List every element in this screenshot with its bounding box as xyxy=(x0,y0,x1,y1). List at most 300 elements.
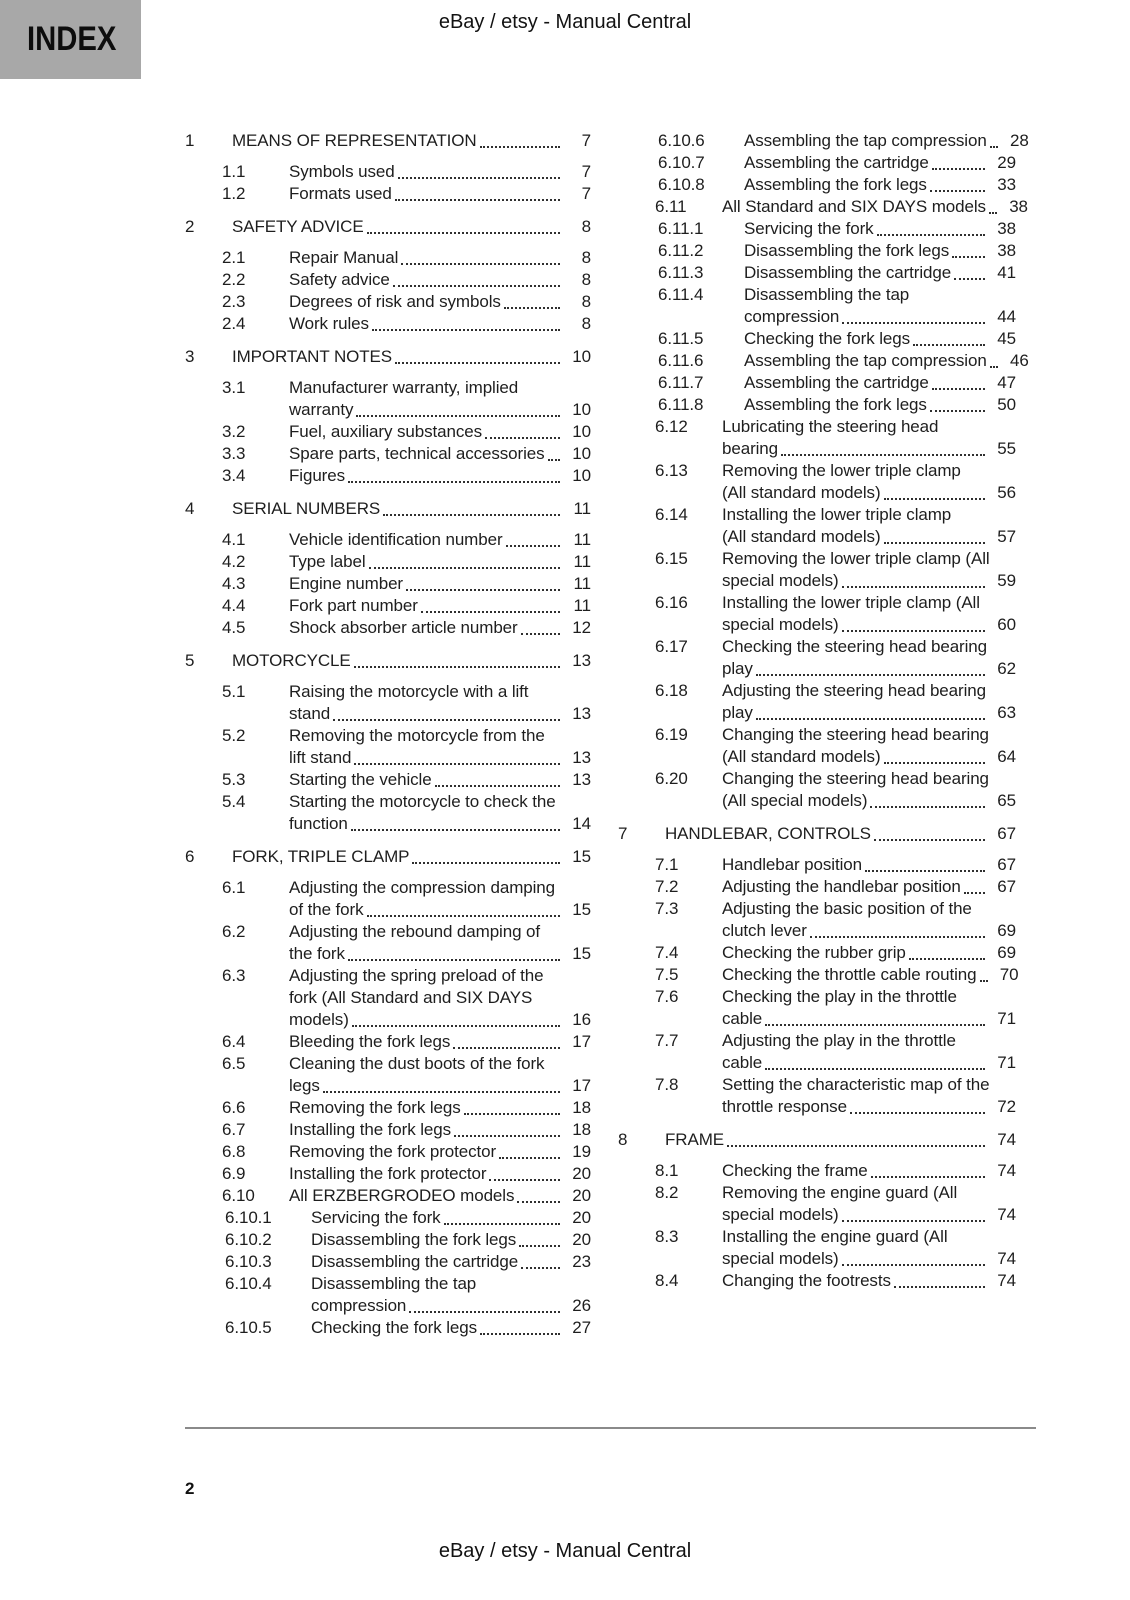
toc-entry-body xyxy=(665,823,1016,845)
toc-entry-line xyxy=(311,1251,591,1273)
toc-entry-title-text: Cleaning the dust boots of the fork xyxy=(289,1054,545,1073)
toc-entry-line xyxy=(722,702,1016,724)
toc-entry-body xyxy=(232,846,591,868)
toc-entry-title-text: Removing the fork legs xyxy=(289,1098,461,1117)
toc-entry-number: 6.11 xyxy=(655,197,687,216)
toc-entry-title-text: Adjusting the handlebar position xyxy=(722,877,961,896)
toc-entry xyxy=(185,1119,591,1141)
toc-entry-line xyxy=(722,1074,1016,1096)
toc-entry-body xyxy=(744,218,1016,240)
dot-leader xyxy=(990,130,998,148)
toc-entry-page-number: 16 xyxy=(572,1010,591,1029)
toc-entry-body xyxy=(744,350,1029,372)
toc-entry-title-text: Work rules xyxy=(289,314,369,333)
dot-leader xyxy=(383,498,560,516)
toc-entry-body xyxy=(722,964,1019,986)
dot-leader xyxy=(398,161,560,179)
toc-entry-page-number: 38 xyxy=(1009,197,1028,216)
toc-entry-number: 6.10 xyxy=(222,1186,255,1205)
toc-entry-body xyxy=(722,1226,1016,1270)
toc-entry-page-number: 12 xyxy=(572,618,591,637)
toc-entry-line xyxy=(722,1270,1016,1292)
toc-entry-number: 7.3 xyxy=(655,899,679,918)
dot-leader xyxy=(884,746,985,764)
toc-entry-number: 8.1 xyxy=(655,1161,679,1180)
dot-leader xyxy=(356,399,560,417)
toc-entry-page-number: 71 xyxy=(997,1009,1016,1028)
toc-entry xyxy=(618,1270,1016,1292)
toc-entry-number: 6.18 xyxy=(655,681,688,700)
toc-entry-body xyxy=(289,161,591,183)
dot-leader xyxy=(913,328,985,346)
toc-entry-line xyxy=(311,1317,591,1339)
toc-entry-title-text: Setting the characteristic map of the xyxy=(722,1075,990,1094)
toc-entry-title-text: Disassembling the cartridge xyxy=(744,263,952,282)
toc-entry xyxy=(185,965,591,1031)
toc-entry-title-text: special models) xyxy=(722,615,839,634)
toc-entry-body xyxy=(722,636,1016,680)
toc-entry-line xyxy=(289,725,591,747)
dot-leader xyxy=(930,394,985,412)
toc-entry-number: 6.11.3 xyxy=(658,263,704,282)
toc-entry-number: 6.10.6 xyxy=(658,131,705,150)
toc-entry-title-text: Figures xyxy=(289,466,345,485)
dot-leader xyxy=(980,964,988,982)
toc-entry-body xyxy=(289,595,591,617)
toc-entry-title-text: Lubricating the steering head xyxy=(722,417,939,436)
toc-entry xyxy=(185,769,591,791)
toc-entry-body xyxy=(722,548,1016,592)
toc-entry-title-text: All Standard and SIX DAYS models xyxy=(722,197,986,216)
toc-entry-line xyxy=(289,1185,591,1207)
toc-entry-title-text: SERIAL NUMBERS xyxy=(232,499,381,518)
toc-entry-line xyxy=(722,416,1016,438)
toc-entry-page-number: 8 xyxy=(581,248,591,267)
toc-entry-title-text: Assembling the tap compression xyxy=(744,131,987,150)
toc-entry-title-text: Disassembling the fork legs xyxy=(744,241,950,260)
toc-entry-line xyxy=(722,1052,1016,1074)
toc-entry-title-text: compression xyxy=(311,1296,407,1315)
toc-entry-title-text: throttle response xyxy=(722,1097,847,1116)
toc-entry-line xyxy=(722,196,1028,218)
toc-entry-title-text: warranty xyxy=(289,400,354,419)
toc-entry-line xyxy=(289,551,591,573)
toc-entry-line xyxy=(289,899,591,921)
toc-entry-number: 6.10.1 xyxy=(225,1208,272,1227)
toc-entry-line xyxy=(289,595,591,617)
toc-entry-line xyxy=(289,1031,591,1053)
toc-entry-number: 6.10.5 xyxy=(225,1318,272,1337)
toc-entry-page-number: 50 xyxy=(997,395,1016,414)
toc-entry-number: 6.11.2 xyxy=(658,241,704,260)
toc-entry-line xyxy=(289,965,591,987)
dot-leader xyxy=(369,551,561,569)
toc-entry-number: 8 xyxy=(618,1130,628,1149)
toc-entry xyxy=(618,768,1016,812)
toc-entry-body xyxy=(289,791,591,835)
toc-entry xyxy=(185,1141,591,1163)
toc-entry-title-text: SAFETY ADVICE xyxy=(232,217,364,236)
toc-entry xyxy=(185,791,591,835)
dot-leader xyxy=(506,529,560,547)
toc-entry-title-text: Disassembling the cartridge xyxy=(311,1252,519,1271)
toc-entry xyxy=(618,284,1016,328)
toc-entry-number: 6.11.1 xyxy=(658,219,704,238)
toc-entry-body xyxy=(289,377,591,421)
toc-entry-body xyxy=(722,1160,1016,1182)
toc-entry-title-text: Assembling the cartridge xyxy=(744,373,929,392)
toc-entry-line xyxy=(744,152,1016,174)
toc-entry xyxy=(185,1097,591,1119)
toc-entry-title-text: Changing the steering head bearing xyxy=(722,769,989,788)
toc-entry-body xyxy=(289,1141,591,1163)
toc-entry-title-text: Disassembling the fork legs xyxy=(311,1230,517,1249)
toc-entry-title-text: All ERZBERGRODEO models xyxy=(289,1186,515,1205)
toc-entry-page-number: 57 xyxy=(997,527,1016,546)
toc-entry-page-number: 71 xyxy=(997,1053,1016,1072)
toc-entry-page-number: 11 xyxy=(573,552,591,571)
toc-entry-body xyxy=(311,1251,591,1273)
dot-leader xyxy=(930,174,985,192)
toc-entry-body xyxy=(744,328,1016,350)
toc-entry xyxy=(185,465,591,487)
dot-leader xyxy=(521,617,560,635)
footer-divider xyxy=(185,1427,1036,1429)
dot-leader xyxy=(372,313,560,331)
toc-entry xyxy=(185,921,591,965)
toc-entry-number: 6.11.5 xyxy=(658,329,704,348)
toc-entry-title-text: bearing xyxy=(722,439,779,458)
dot-leader xyxy=(517,1185,560,1203)
toc-entry-title-text: Adjusting the play in the throttle xyxy=(722,1031,956,1050)
toc-entry-title-text: models) xyxy=(289,1010,349,1029)
toc-entry-line xyxy=(722,1248,1016,1270)
dot-leader xyxy=(850,1096,985,1114)
toc-entry-body xyxy=(722,196,1028,218)
toc-entry-title-text: FRAME xyxy=(665,1130,725,1149)
dot-leader xyxy=(932,152,985,170)
toc-entry-title-text: Fuel, auxiliary substances xyxy=(289,422,482,441)
toc-entry-number: 4.4 xyxy=(222,596,246,615)
header-title: eBay / etsy - Manual Central xyxy=(438,11,692,33)
toc-entry-line xyxy=(722,460,1016,482)
dot-leader xyxy=(395,346,560,364)
toc-entry-body xyxy=(311,1317,591,1339)
toc-entry xyxy=(618,680,1016,724)
toc-entry-title-text: Checking the rubber grip xyxy=(722,943,906,962)
dot-leader xyxy=(480,130,560,148)
toc-entry-body xyxy=(289,443,591,465)
toc-entry-number: 6.3 xyxy=(222,966,246,985)
toc-entry xyxy=(185,877,591,921)
toc-entry-number: 7.6 xyxy=(655,987,679,1006)
toc-entry-body xyxy=(232,130,591,152)
dot-leader xyxy=(810,920,985,938)
toc-entry-title-text: HANDLEBAR, CONTROLS xyxy=(665,824,871,843)
toc-entry-number: 1.1 xyxy=(222,162,246,181)
toc-entry-title-text: Starting the vehicle xyxy=(289,770,432,789)
toc-entry-title-text: cable xyxy=(722,1009,763,1028)
toc-entry-body xyxy=(289,965,591,1031)
toc-entry-page-number: 10 xyxy=(572,422,591,441)
dot-leader xyxy=(464,1097,560,1115)
toc-entry-number: 7 xyxy=(618,824,628,843)
toc-entry-body xyxy=(232,216,591,238)
toc-entry-number: 4 xyxy=(185,499,195,518)
dot-leader xyxy=(395,183,560,201)
toc-entry xyxy=(185,269,591,291)
toc-entry-number: 6.10.4 xyxy=(225,1274,272,1293)
toc-entry-page-number: 20 xyxy=(572,1208,591,1227)
toc-entry-page-number: 17 xyxy=(572,1032,591,1051)
toc-entry-title-text: Adjusting the rebound damping of xyxy=(289,922,541,941)
toc-entry-page-number: 27 xyxy=(572,1318,591,1337)
toc-entry-line xyxy=(289,703,591,725)
toc-entry-title-text: Formats used xyxy=(289,184,392,203)
toc-entry-number: 6.19 xyxy=(655,725,688,744)
toc-entry-page-number: 10 xyxy=(572,347,591,366)
toc-entry xyxy=(618,1129,1016,1151)
toc-entry xyxy=(185,443,591,465)
toc-entry-body xyxy=(722,898,1016,942)
toc-entry xyxy=(618,262,1016,284)
toc-entry-number: 6.11.6 xyxy=(658,351,704,370)
toc-entry-number: 8.3 xyxy=(655,1227,679,1246)
toc-entry-body xyxy=(722,1074,1016,1118)
toc-entry-number: 6.10.7 xyxy=(658,153,705,172)
toc-entry-line xyxy=(722,920,1016,942)
dot-leader xyxy=(521,1251,560,1269)
toc-entry-number: 3.2 xyxy=(222,422,246,441)
toc-entry-page-number: 74 xyxy=(997,1161,1016,1180)
toc-entry-body xyxy=(289,617,591,639)
toc-entry-number: 6.14 xyxy=(655,505,688,524)
toc-entry xyxy=(618,1074,1016,1118)
toc-entry-line xyxy=(722,854,1016,876)
toc-entry-page-number: 62 xyxy=(997,659,1016,678)
dot-leader xyxy=(348,943,560,961)
toc-entry-title-text: Disassembling the tap xyxy=(744,285,910,304)
toc-entry-line xyxy=(232,130,591,152)
toc-entry-title-text: special models) xyxy=(722,1249,839,1268)
toc-entry-page-number: 20 xyxy=(572,1164,591,1183)
toc-entry-body xyxy=(289,183,591,205)
toc-entry-title-text: Spare parts, technical accessories xyxy=(289,444,545,463)
toc-entry-body xyxy=(311,1207,591,1229)
dot-leader xyxy=(485,421,560,439)
toc-entry-title-text: lift stand xyxy=(289,748,352,767)
dot-leader xyxy=(756,702,985,720)
dot-leader xyxy=(765,1008,985,1026)
toc-entry-line xyxy=(722,504,1016,526)
toc-entry xyxy=(618,1030,1016,1074)
toc-entry-line xyxy=(722,570,1016,592)
toc-entry-line xyxy=(289,943,591,965)
dot-leader xyxy=(842,614,985,632)
toc-entry-number: 6.17 xyxy=(655,637,688,656)
toc-entry-line xyxy=(665,823,1016,845)
toc-entry-line xyxy=(289,1075,591,1097)
dot-leader xyxy=(409,1295,560,1313)
toc-entry-line xyxy=(289,747,591,769)
toc-entry-page-number: 13 xyxy=(572,704,591,723)
toc-entry-line xyxy=(289,1009,591,1031)
toc-entry-title-text: Checking the steering head bearing xyxy=(722,637,988,656)
toc-entry xyxy=(185,846,591,868)
dot-leader xyxy=(393,269,560,287)
toc-entry-page-number: 70 xyxy=(999,965,1019,984)
toc-entry-page-number: 60 xyxy=(997,615,1016,634)
toc-entry-title-text: Bleeding the fork legs xyxy=(289,1032,451,1051)
toc-entry-line xyxy=(289,1119,591,1141)
dot-leader xyxy=(877,218,985,236)
dot-leader xyxy=(333,703,560,721)
toc-entry-number: 7.1 xyxy=(655,855,679,874)
toc-entry-line xyxy=(722,876,1016,898)
toc-entry-body xyxy=(289,681,591,725)
toc-entry-page-number: 67 xyxy=(997,855,1016,874)
toc-entry-line xyxy=(289,1141,591,1163)
toc-entry-number: 8.2 xyxy=(655,1183,679,1202)
toc-entry xyxy=(618,328,1016,350)
toc-entry xyxy=(185,421,591,443)
toc-entry xyxy=(185,1229,591,1251)
toc-entry-title-text: Removing the lower triple clamp (All xyxy=(722,549,990,568)
table-of-contents xyxy=(185,130,1029,1339)
dot-leader xyxy=(884,482,985,500)
toc-entry-title-text: Checking the fork legs xyxy=(744,329,910,348)
toc-entry-number: 6.9 xyxy=(222,1164,246,1183)
toc-entry-title-text: IMPORTANT NOTES xyxy=(232,347,393,366)
toc-entry-number: 6.8 xyxy=(222,1142,246,1161)
toc-entry-title-text: Servicing the fork xyxy=(311,1208,441,1227)
dot-leader xyxy=(990,350,998,368)
toc-entry-page-number: 69 xyxy=(997,943,1016,962)
toc-entry xyxy=(618,240,1016,262)
toc-entry-title-text: compression xyxy=(744,307,840,326)
toc-entry-body xyxy=(722,1270,1016,1292)
toc-entry-title-text: Servicing the fork xyxy=(744,219,874,238)
toc-entry-number: 4.5 xyxy=(222,618,246,637)
toc-entry xyxy=(185,313,591,335)
toc-entry-line xyxy=(722,548,1016,570)
toc-entry-line xyxy=(744,372,1016,394)
toc-entry-number: 6.11.4 xyxy=(658,285,704,304)
toc-entry-line xyxy=(722,986,1016,1008)
toc-entry-line xyxy=(722,1182,1016,1204)
toc-entry-number: 6.4 xyxy=(222,1032,246,1051)
toc-entry-title-text: Removing the lower triple clamp xyxy=(722,461,961,480)
toc-entry-title-text: legs xyxy=(289,1076,320,1095)
toc-entry-number: 3 xyxy=(185,347,195,366)
dot-leader xyxy=(952,240,985,258)
toc-entry-title-text: Symbols used xyxy=(289,162,395,181)
toc-entry xyxy=(185,617,591,639)
toc-entry-title-text: Installing the fork legs xyxy=(289,1120,452,1139)
toc-entry-line xyxy=(311,1229,591,1251)
toc-entry-line xyxy=(744,174,1016,196)
toc-entry-line xyxy=(722,636,1016,658)
toc-entry-title-text: Adjusting the steering head bearing xyxy=(722,681,986,700)
toc-entry-page-number: 74 xyxy=(997,1249,1016,1268)
dot-leader xyxy=(348,465,560,483)
toc-entry-number: 1 xyxy=(185,131,195,150)
toc-entry-line xyxy=(722,680,1016,702)
toc-entry xyxy=(618,1226,1016,1270)
toc-entry xyxy=(185,183,591,205)
toc-entry-page-number: 11 xyxy=(573,530,591,549)
toc-entry-line xyxy=(722,746,1016,768)
toc-entry-title-text: (All special models) xyxy=(722,791,868,810)
dot-leader xyxy=(865,854,985,872)
dot-leader xyxy=(489,1163,560,1181)
toc-entry-title-text: Checking the play in the throttle xyxy=(722,987,957,1006)
toc-entry-page-number: 74 xyxy=(997,1205,1016,1224)
dot-leader xyxy=(932,372,985,390)
toc-entry-title-text: Changing the steering head bearing xyxy=(722,725,989,744)
toc-entry-title-text: Disassembling the tap xyxy=(311,1274,477,1293)
toc-entry xyxy=(618,218,1016,240)
toc-entry-line xyxy=(744,306,1016,328)
toc-entry xyxy=(618,504,1016,548)
dot-leader xyxy=(756,658,985,676)
toc-entry-line xyxy=(744,240,1016,262)
toc-entry-title-text: Assembling the tap compression xyxy=(744,351,987,370)
toc-entry xyxy=(185,595,591,617)
dot-leader xyxy=(444,1207,560,1225)
toc-entry-number: 6.11.7 xyxy=(658,373,704,392)
toc-entry-title-text: Adjusting the compression damping xyxy=(289,878,556,897)
toc-entry xyxy=(185,346,591,368)
toc-entry-title-text: FORK, TRIPLE CLAMP xyxy=(232,847,410,866)
toc-entry-line xyxy=(665,1129,1016,1151)
toc-entry-title-text: special models) xyxy=(722,571,839,590)
toc-entry xyxy=(618,986,1016,1030)
toc-entry-title-text: Assembling the cartridge xyxy=(744,153,929,172)
toc-entry xyxy=(618,1182,1016,1226)
toc-entry-number: 6.6 xyxy=(222,1098,246,1117)
toc-entry-body xyxy=(744,130,1029,152)
toc-entry-page-number: 10 xyxy=(572,400,591,419)
toc-entry xyxy=(185,529,591,551)
toc-entry-title-text: Installing the lower triple clamp xyxy=(722,505,952,524)
toc-entry-page-number: 11 xyxy=(573,499,591,518)
toc-entry xyxy=(185,681,591,725)
toc-entry-body xyxy=(232,346,591,368)
toc-entry-line xyxy=(311,1273,591,1295)
toc-entry-number: 6.10.3 xyxy=(225,1252,272,1271)
dot-leader xyxy=(909,942,985,960)
toc-entry-line xyxy=(289,529,591,551)
toc-entry-title-text: Checking the fork legs xyxy=(311,1318,477,1337)
toc-entry-line xyxy=(232,346,591,368)
toc-entry-number: 6.1 xyxy=(222,878,246,897)
toc-entry-page-number: 69 xyxy=(997,921,1016,940)
toc-entry-title-text: Repair Manual xyxy=(289,248,399,267)
toc-entry-line xyxy=(289,769,591,791)
toc-entry-number: 7.5 xyxy=(655,965,679,984)
toc-entry-title-text: Checking the frame xyxy=(722,1161,868,1180)
toc-entry-line xyxy=(722,1160,1016,1182)
toc-entry-line xyxy=(289,1053,591,1075)
toc-entry-title-text: Installing the lower triple clamp (All xyxy=(722,593,980,612)
toc-entry-line xyxy=(289,681,591,703)
footer-title: eBay / etsy - Manual Central xyxy=(438,1540,692,1562)
toc-entry-page-number: 19 xyxy=(572,1142,591,1161)
toc-entry-number: 5.4 xyxy=(222,792,246,811)
toc-entry-number: 6 xyxy=(185,847,195,866)
dot-leader xyxy=(354,747,560,765)
